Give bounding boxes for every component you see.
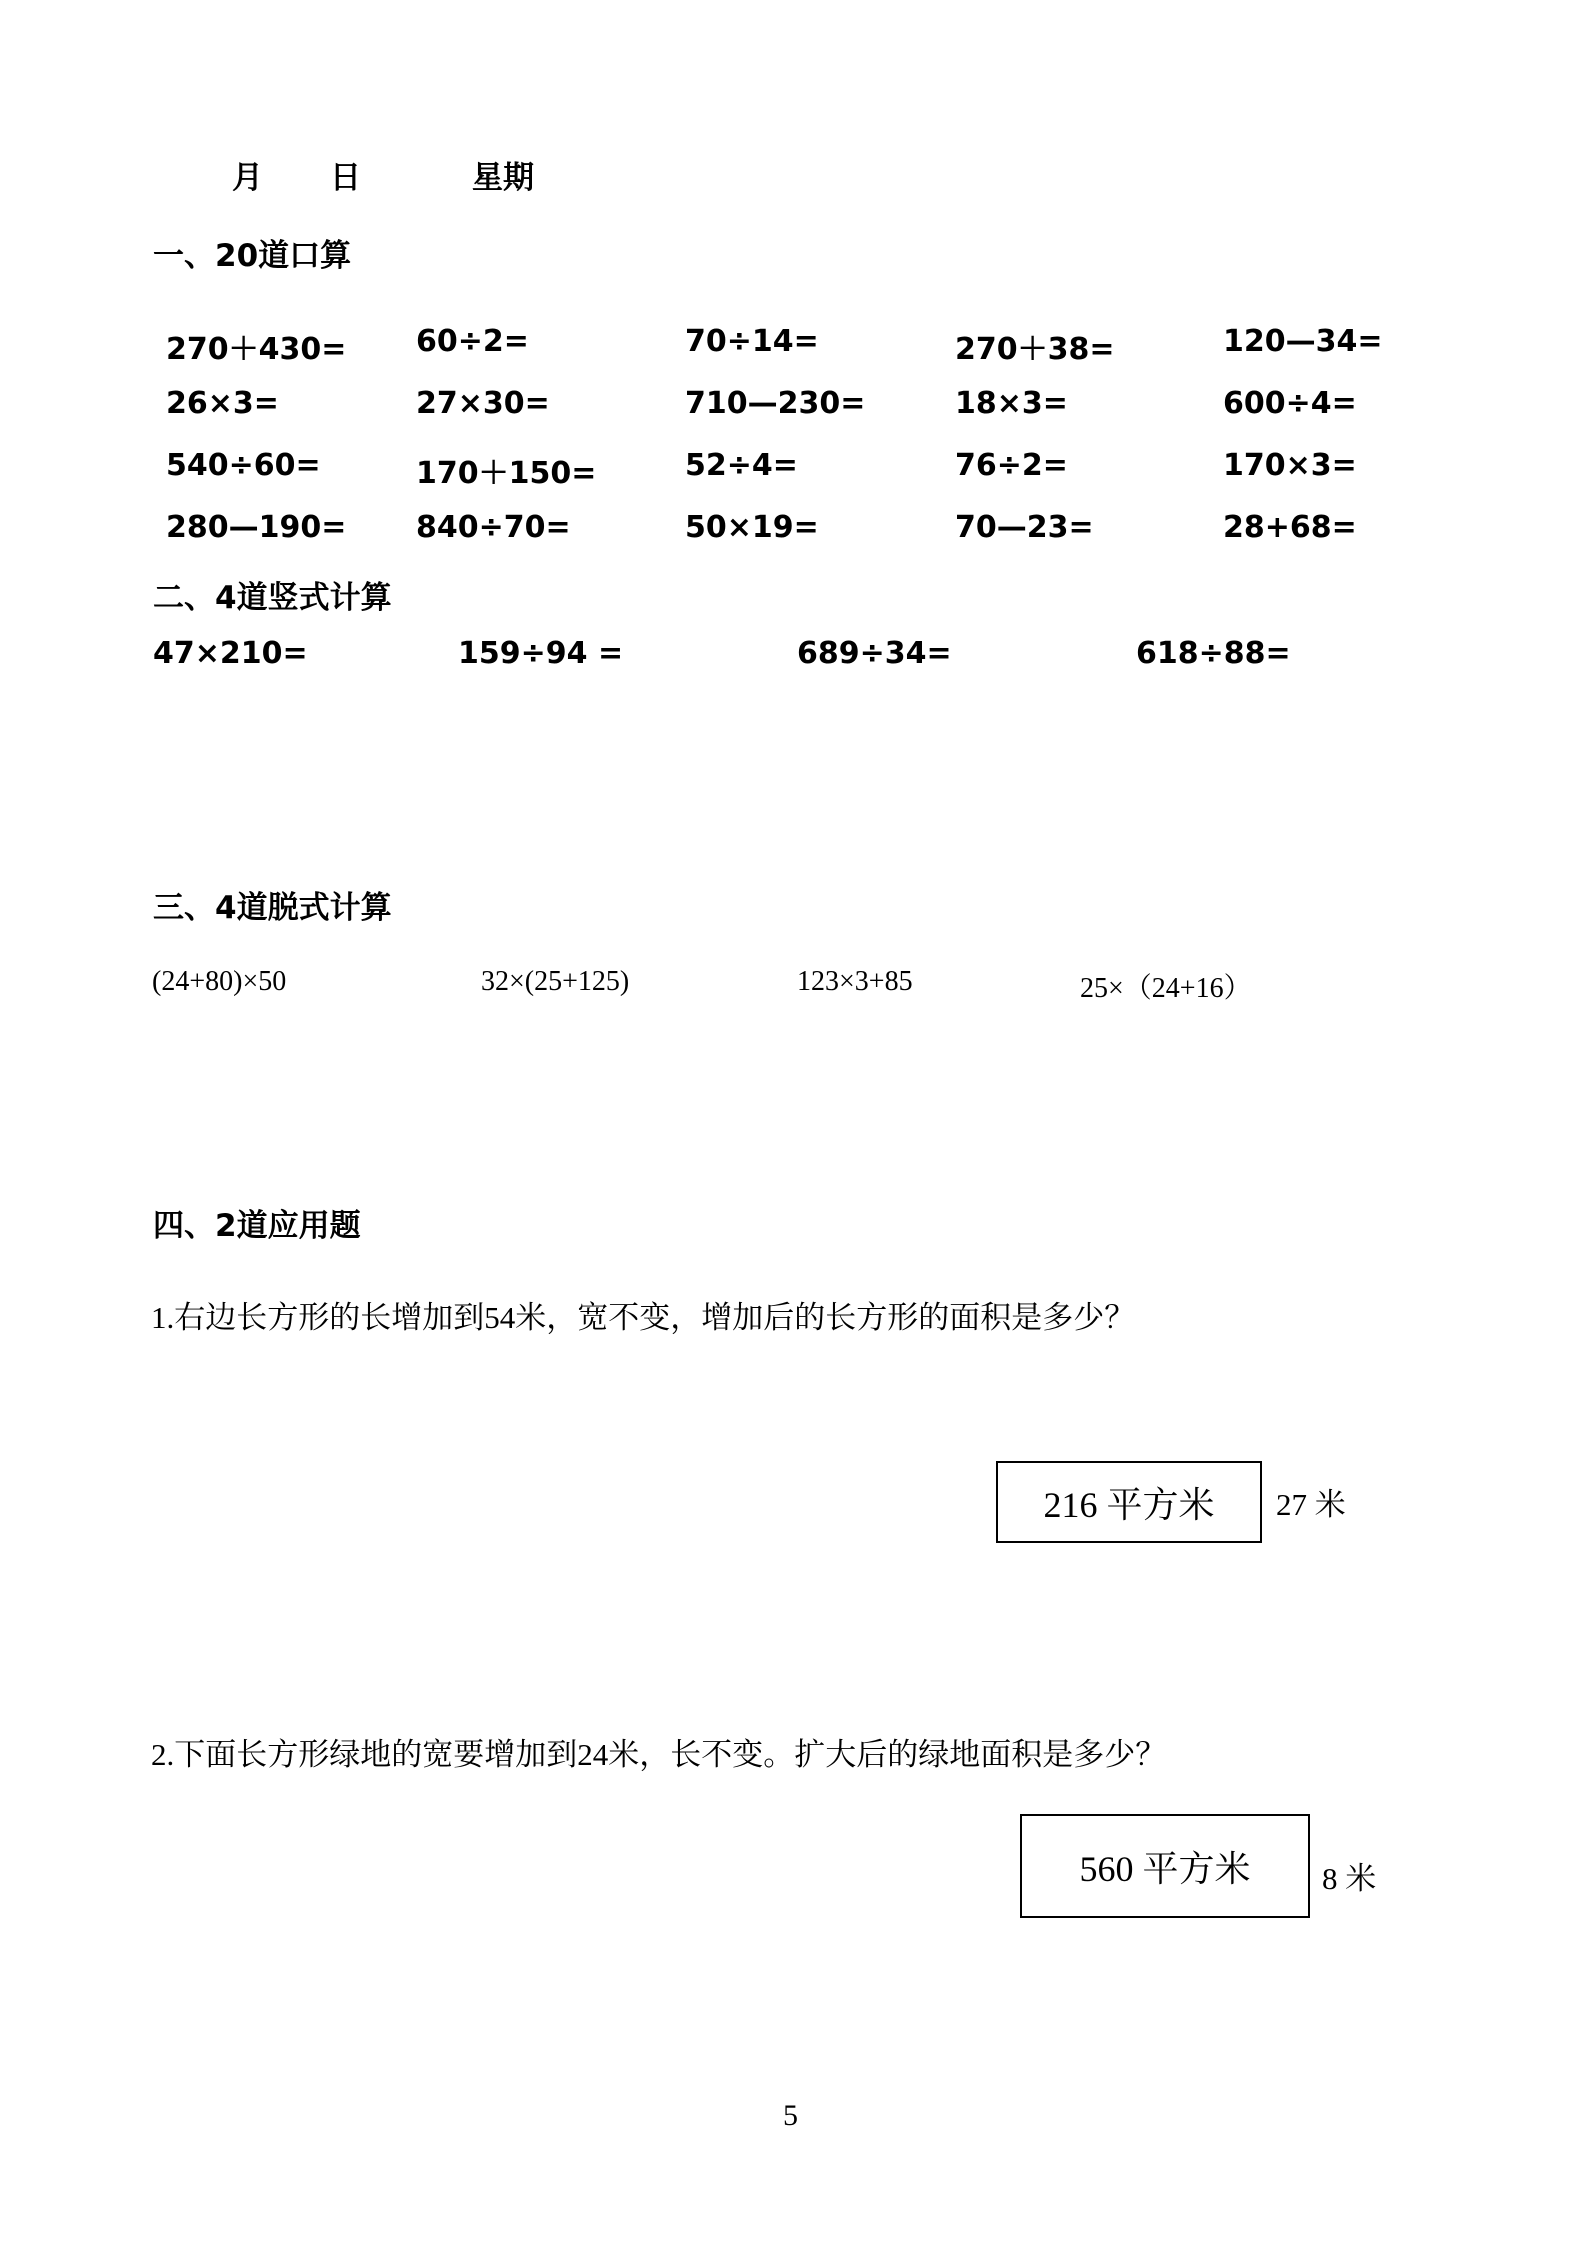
rectangle-2-area-label: 560 平方米 xyxy=(1079,1848,1251,1889)
oral-problem: 27×30= xyxy=(416,386,550,421)
oral-problem: 18×3= xyxy=(955,386,1068,421)
oral-problem: 76÷2= xyxy=(955,448,1068,483)
mixed-problem: (24+80)×50 xyxy=(152,966,287,997)
oral-problem: 840÷70= xyxy=(416,510,571,545)
section4-title: 四、2道应用题 xyxy=(153,1208,361,1244)
oral-problem: 170＋150= xyxy=(416,456,597,491)
word-problem-1-text: 1.右边长方形的长增加到54米，宽不变，增加后的长方形的面积是多少？ xyxy=(151,1300,1136,1335)
mixed-problem: 25×（24+16） xyxy=(1080,973,1252,1004)
oral-problem: 280—190= xyxy=(166,510,347,545)
vertical-problem: 159÷94 = xyxy=(458,636,624,671)
oral-problem: 60÷2= xyxy=(416,324,529,359)
section2-title: 二、4道竖式计算 xyxy=(153,580,392,616)
oral-problem: 270＋430= xyxy=(166,332,347,367)
oral-problem: 170×3= xyxy=(1223,448,1357,483)
rectangle-1-side-label: 27 米 xyxy=(1276,1487,1346,1522)
month-label: 月 xyxy=(232,160,263,196)
vertical-problem: 689÷34= xyxy=(797,636,952,671)
weekday-label: 星期 xyxy=(472,160,534,196)
rectangle-2-side-label: 8 米 xyxy=(1322,1861,1377,1896)
vertical-problem: 618÷88= xyxy=(1136,636,1291,671)
oral-problem: 26×3= xyxy=(166,386,279,421)
word-problem-2-text: 2.下面长方形绿地的宽要增加到24米，长不变。扩大后的绿地面积是多少？ xyxy=(151,1737,1167,1772)
oral-problem: 50×19= xyxy=(685,510,819,545)
mixed-problem: 32×(25+125) xyxy=(481,966,630,997)
oral-problem: 600÷4= xyxy=(1223,386,1357,421)
oral-problem: 70÷14= xyxy=(685,324,819,359)
rectangle-2-diagram xyxy=(1020,1814,1310,1918)
oral-problem: 270＋38= xyxy=(955,332,1115,367)
oral-problem: 70—23= xyxy=(955,510,1094,545)
rectangle-1-area-label: 216 平方米 xyxy=(1043,1484,1215,1525)
oral-problem: 28+68= xyxy=(1223,510,1357,545)
day-label: 日 xyxy=(330,160,361,196)
rectangle-1-diagram xyxy=(996,1461,1262,1543)
page-number: 5 xyxy=(783,2099,798,2132)
oral-problem: 120—34= xyxy=(1223,324,1383,359)
oral-problem: 710—230= xyxy=(685,386,866,421)
vertical-problem: 47×210= xyxy=(153,636,308,671)
section3-title: 三、4道脱式计算 xyxy=(153,890,392,926)
mixed-problem: 123×3+85 xyxy=(797,966,913,997)
oral-problem: 540÷60= xyxy=(166,448,321,483)
section1-title: 一、20道口算 xyxy=(153,238,352,274)
oral-problem: 52÷4= xyxy=(685,448,798,483)
